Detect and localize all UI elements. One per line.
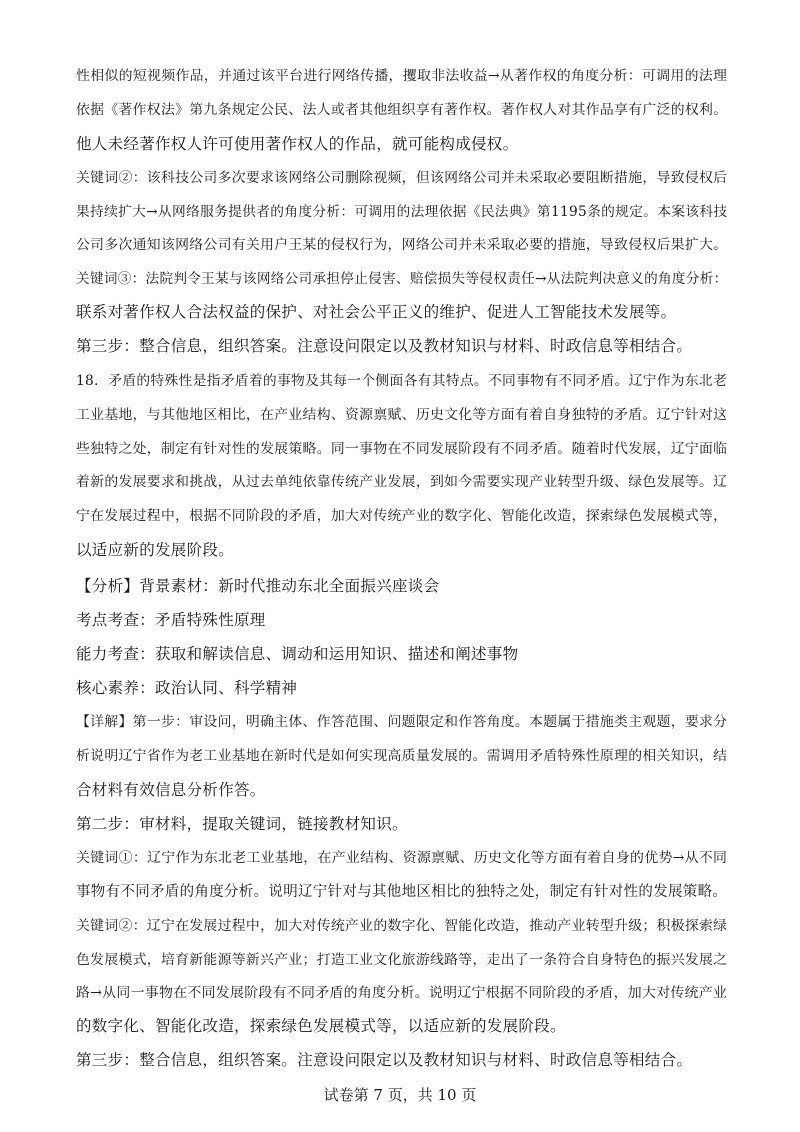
detail-heading: 【详解】第一步：审设问，明确主体、作答范围、问题限定和作答角度。本题属于措施类主观题，要求分 (76, 714, 728, 730)
text-line: 宁在发展过程中，根据不同阶段的矛盾，加大对传统产业的数字化、智能化改造，探索绿色发展模式等， (76, 508, 728, 524)
text-line: 性相似的短视频作品，并通过该平台进行网络传播，攫取非法收益→从著作权的角度分析：可调用的法理 (76, 68, 728, 84)
text-line: 路→从同一事物在不同发展阶段有不同矛盾的角度分析。说明辽宁根据不同阶段的矛盾，加大对传统产业 (76, 985, 728, 1001)
text-line: 着新的发展要求和挑战，从过去单纯依靠传统产业发展，到如今需要实现产业转型升级、绿色发展等。辽 (76, 474, 728, 490)
text-line: 能力考查：获取和解读信息、调动和运用知识、描述和阐述事物 (76, 645, 519, 663)
text-line: 色发展模式，培育新能源等新兴产业；打造工业文化旅游线路等，走出了一条符合自身特色的振兴发展之 (76, 952, 728, 968)
text-line: 果持续扩大→从网络服务提供者的角度分析：可调用的法理依据《民法典》第1195条的规定。本案该科技 (76, 204, 728, 220)
page-footer: 试卷第 7 页，共 10 页 (323, 1086, 477, 1104)
text-line: 合材料有效信息分析作答。 (76, 781, 266, 799)
text-line: 联系对著作权人合法权益的保护、对社会公平正义的维护、促进人工智能技术发展等。 (76, 303, 677, 321)
text-line: 关键词②：该科技公司多次要求该网络公司删除视频，但该网络公司并未采取必要阻断措施，导致侵权后 (76, 170, 728, 186)
text-line: 关键词②：辽宁在发展过程中，加大对传统产业的数字化、智能化改造，推动产业转型升级；积极探索绿 (76, 918, 728, 934)
text-line: 第三步：整合信息，组织答案。注意设问限定以及教材知识与材料、时政信息等相结合。 (76, 1051, 693, 1069)
text-line: 核心素养：政治认同、科学精神 (76, 679, 298, 697)
text-line: 第三步：整合信息，组织答案。注意设问限定以及教材知识与材料、时政信息等相结合。 (76, 337, 693, 355)
text-line: 考点考查：矛盾特殊性原理 (76, 611, 266, 629)
text-line: 关键词③：法院判令王某与该网络公司承担停止侵害、赔偿损失等侵权责任→从法院判决意义的角度分析： (76, 271, 728, 287)
text-line: 公司多次通知该网络公司有关用户王某的侵权行为，网络公司并未采取必要的措施，导致侵权后果扩大。 (76, 237, 728, 253)
analysis-heading: 【分析】背景素材：新时代推动东北全面振兴座谈会 (76, 577, 440, 595)
text-line: 依据《著作权法》第九条规定公民、法人或者其他组织享有著作权。著作权人对其作品享有广泛的权利。 (76, 102, 728, 118)
text-line: 的数字化、智能化改造，探索绿色发展模式等，以适应新的发展阶段。 (76, 1017, 566, 1035)
text-line: 事物有不同矛盾的角度分析。说明辽宁针对与其他地区相比的独特之处，制定有针对性的发展策略。 (76, 884, 728, 900)
text-line: 以适应新的发展阶段。 (76, 541, 235, 559)
text-line: 析说明辽宁省作为老工业基地在新时代是如何实现高质量发展的。需调用矛盾特殊性原理的相关知识，结 (76, 748, 728, 764)
text-line: 第二步：审材料，提取关键词，链接教材知识。 (76, 815, 408, 833)
text-line: 他人未经著作权人许可使用著作权人的作品，就可能构成侵权。 (76, 135, 519, 153)
text-line: 工业基地，与其他地区相比，在产业结构、资源禀赋、历史文化等方面有着自身独特的矛盾。辽宁针对这 (76, 407, 728, 423)
text-line: 些独特之处，制定有针对性的发展策略。同一事物在不同发展阶段有不同矛盾。随着时代发展，辽宁面临 (76, 441, 728, 457)
text-line: 关键词①：辽宁作为东北老工业基地，在产业结构、资源禀赋、历史文化等方面有着自身的优势→从不同 (76, 850, 728, 866)
text-line: 18．矛盾的特殊性是指矛盾着的事物及其每一个侧面各有其特点。不同事物有不同矛盾。辽宁作为东北老 (76, 373, 728, 389)
